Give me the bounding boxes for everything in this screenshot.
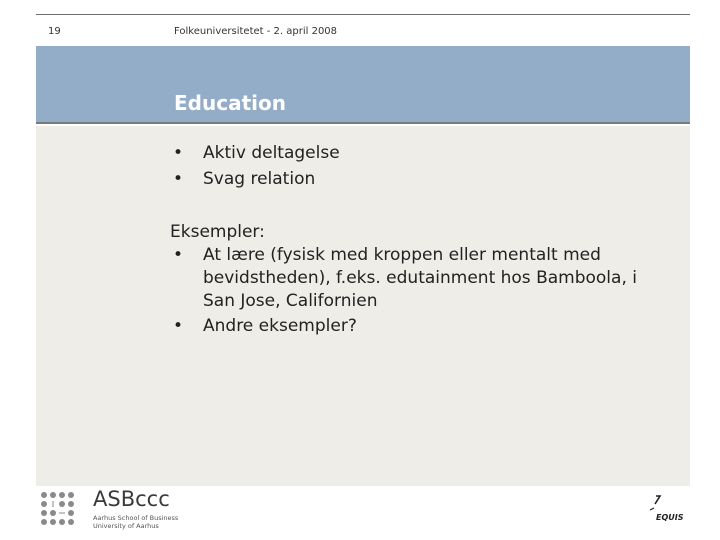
slide-title: Education [174, 91, 286, 115]
list-item [170, 313, 670, 339]
slide-body [170, 140, 670, 339]
asb-logo-word: ASBccc [93, 487, 170, 511]
slide-footer [0, 486, 720, 540]
top-bullet-list [170, 140, 670, 192]
equis-logo-icon [648, 494, 668, 514]
bullet-icon: • [173, 316, 184, 336]
bullet-text: At lære (fysisk med kroppen eller mentalt med bevidstheden), f.eks. edutainment hos Bamboola, i San Jose, Californien [203, 245, 637, 311]
page-number: 19 [48, 26, 61, 37]
title-divider [36, 122, 690, 124]
title-band [36, 46, 690, 122]
header-event-text: Folkeuniversitetet - 2. april 2008 [174, 26, 338, 37]
equis-logo-text: EQUIS [656, 513, 684, 522]
list-item [170, 166, 670, 192]
slide-header [36, 14, 690, 47]
asb-logo-line1: Aarhus School of Business [93, 514, 179, 522]
asb-logo-line2: University of Aarhus [93, 522, 159, 530]
bullet-icon: • [173, 169, 184, 189]
asb-logo-dots-icon [40, 491, 80, 527]
bullet-text: Svag relation [203, 169, 316, 189]
examples-bullet-list [170, 244, 670, 339]
list-item [170, 244, 670, 313]
bullet-text: Andre eksempler? [203, 316, 357, 336]
bullet-icon: • [173, 245, 184, 265]
bullet-text: Aktiv deltagelse [203, 143, 340, 163]
list-item [170, 140, 670, 166]
bullet-icon: • [173, 143, 184, 163]
examples-label: Eksempler: [170, 222, 265, 242]
